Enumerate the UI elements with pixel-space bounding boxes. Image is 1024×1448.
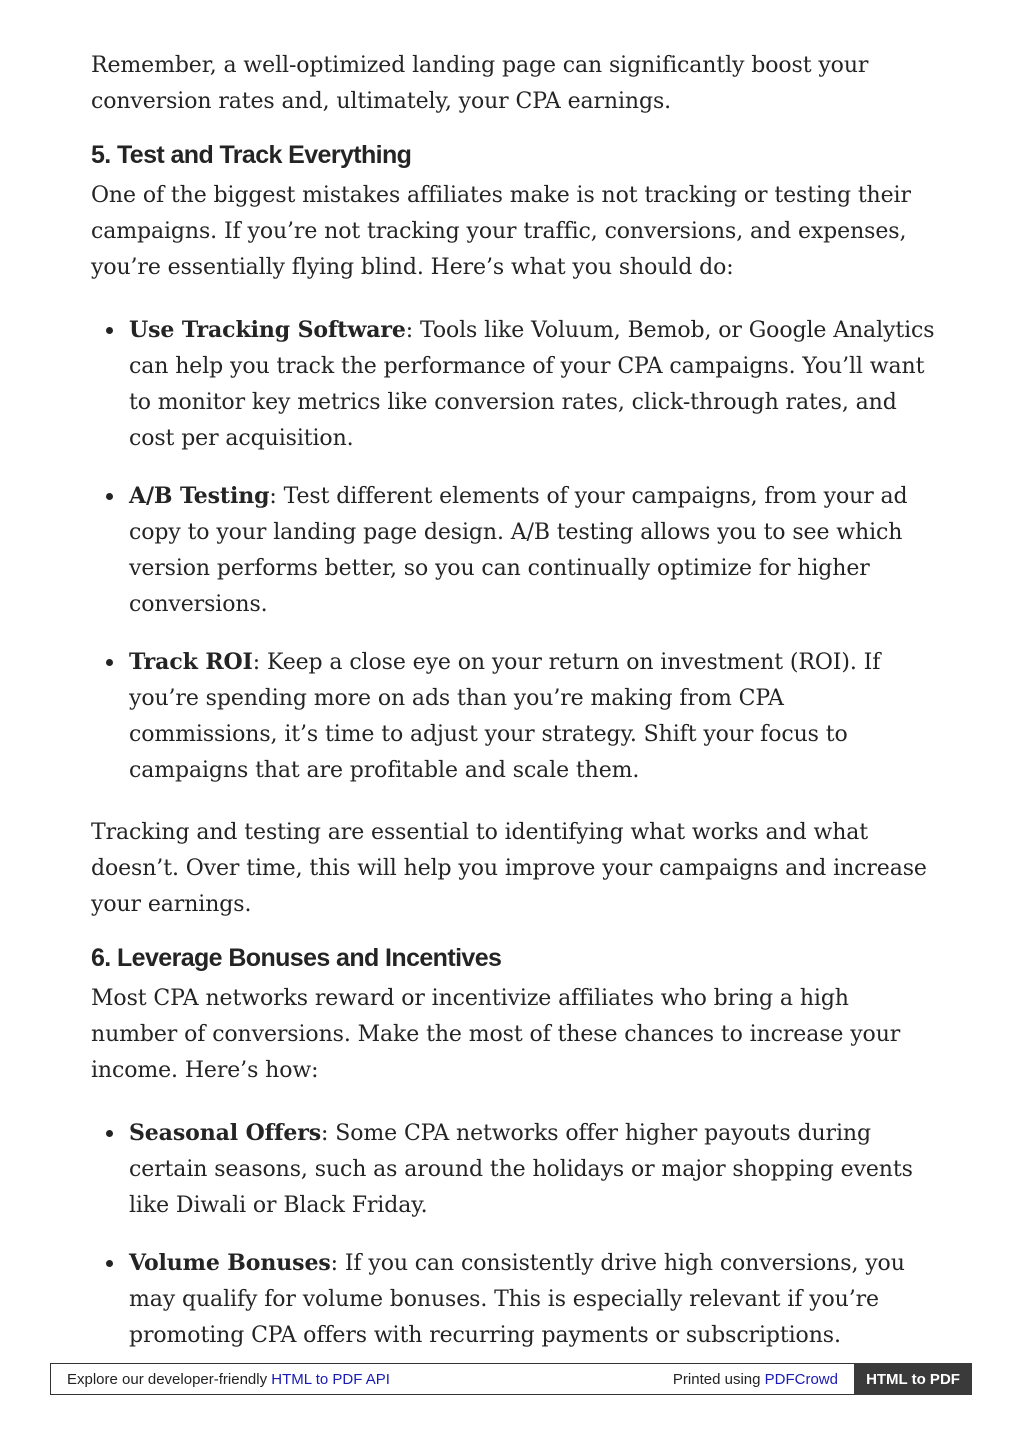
list-item xyxy=(91,644,939,789)
pdfcrowd-link[interactable]: PDFCrowd xyxy=(764,1371,838,1388)
article-body xyxy=(91,48,939,1354)
list-item-term: Track ROI xyxy=(129,649,253,675)
list-item-term: Use Tracking Software xyxy=(129,317,406,343)
list-item xyxy=(91,312,939,457)
footer-printed-by xyxy=(673,1371,838,1388)
section-6-heading: 6. Leverage Bonuses and Incentives xyxy=(91,944,502,972)
list-item xyxy=(91,478,939,623)
footer-printed-text: Printed using xyxy=(672,1371,765,1388)
section-6-list xyxy=(91,1115,939,1354)
list-item-text: : Keep a close eye on your return on investment (ROI). If you’re spending more on ads than you’re making from CPA commissions, it’s time to adjust your strategy. Shift your focus to campaigns that are profitable and scale them. xyxy=(129,650,881,783)
list-item-text: : Tools like Voluum, Bemob, or Google Analytics can help you track the performance of your CPA campaigns. You’ll want to monitor key metrics like conversion rates, click-through rates, and cost per acquisition. xyxy=(129,318,935,451)
list-item-term: Volume Bonuses xyxy=(129,1250,331,1276)
list-item xyxy=(91,1245,939,1354)
section-6-paragraph: Most CPA networks reward or incentivize affiliates who bring a high number of conversions. Make the most of these chances to increase your income. Here’s how: xyxy=(91,986,901,1083)
section-5-list xyxy=(91,312,939,789)
html-to-pdf-api-link[interactable]: HTML to PDF API xyxy=(271,1371,390,1388)
section-5-paragraph: One of the biggest mistakes affiliates make is not tracking or testing their campaigns. If you’re not tracking your traffic, conversions, and expenses, you’re essentially flying blind. Here’s what you should do: xyxy=(91,183,911,280)
section-5-closing: Tracking and testing are essential to identifying what works and what doesn’t. Over time, this will help you improve your campaigns and increase your earnings. xyxy=(91,820,927,917)
list-item xyxy=(91,1115,939,1224)
html-to-pdf-badge[interactable]: HTML to PDF xyxy=(854,1363,972,1395)
intro-paragraph: Remember, a well-optimized landing page can significantly boost your conversion rates and, ultimately, your CPA earnings. xyxy=(91,53,869,114)
footer-promo xyxy=(67,1371,390,1388)
footer-promo-text: Explore our developer-friendly xyxy=(67,1371,272,1388)
pdf-footer-bar xyxy=(50,1363,972,1395)
list-item-term: A/B Testing xyxy=(129,483,270,509)
list-item-term: Seasonal Offers xyxy=(129,1120,322,1146)
list-item-text: : Test different elements of your campaigns, from your ad copy to your landing page design. A/B testing allows you to see which version performs better, so you can continually optimize for higher conversions. xyxy=(129,484,908,617)
list-item-text: : If you can consistently drive high conversions, you may qualify for volume bonuses. This is especially relevant if you’re promoting CPA offers with recurring payments or subscriptions. xyxy=(129,1251,905,1348)
section-5-heading: 5. Test and Track Everything xyxy=(91,141,412,169)
list-item-text: : Some CPA networks offer higher payouts during certain seasons, such as around the holidays or major shopping events like Diwali or Black Friday. xyxy=(129,1121,913,1218)
